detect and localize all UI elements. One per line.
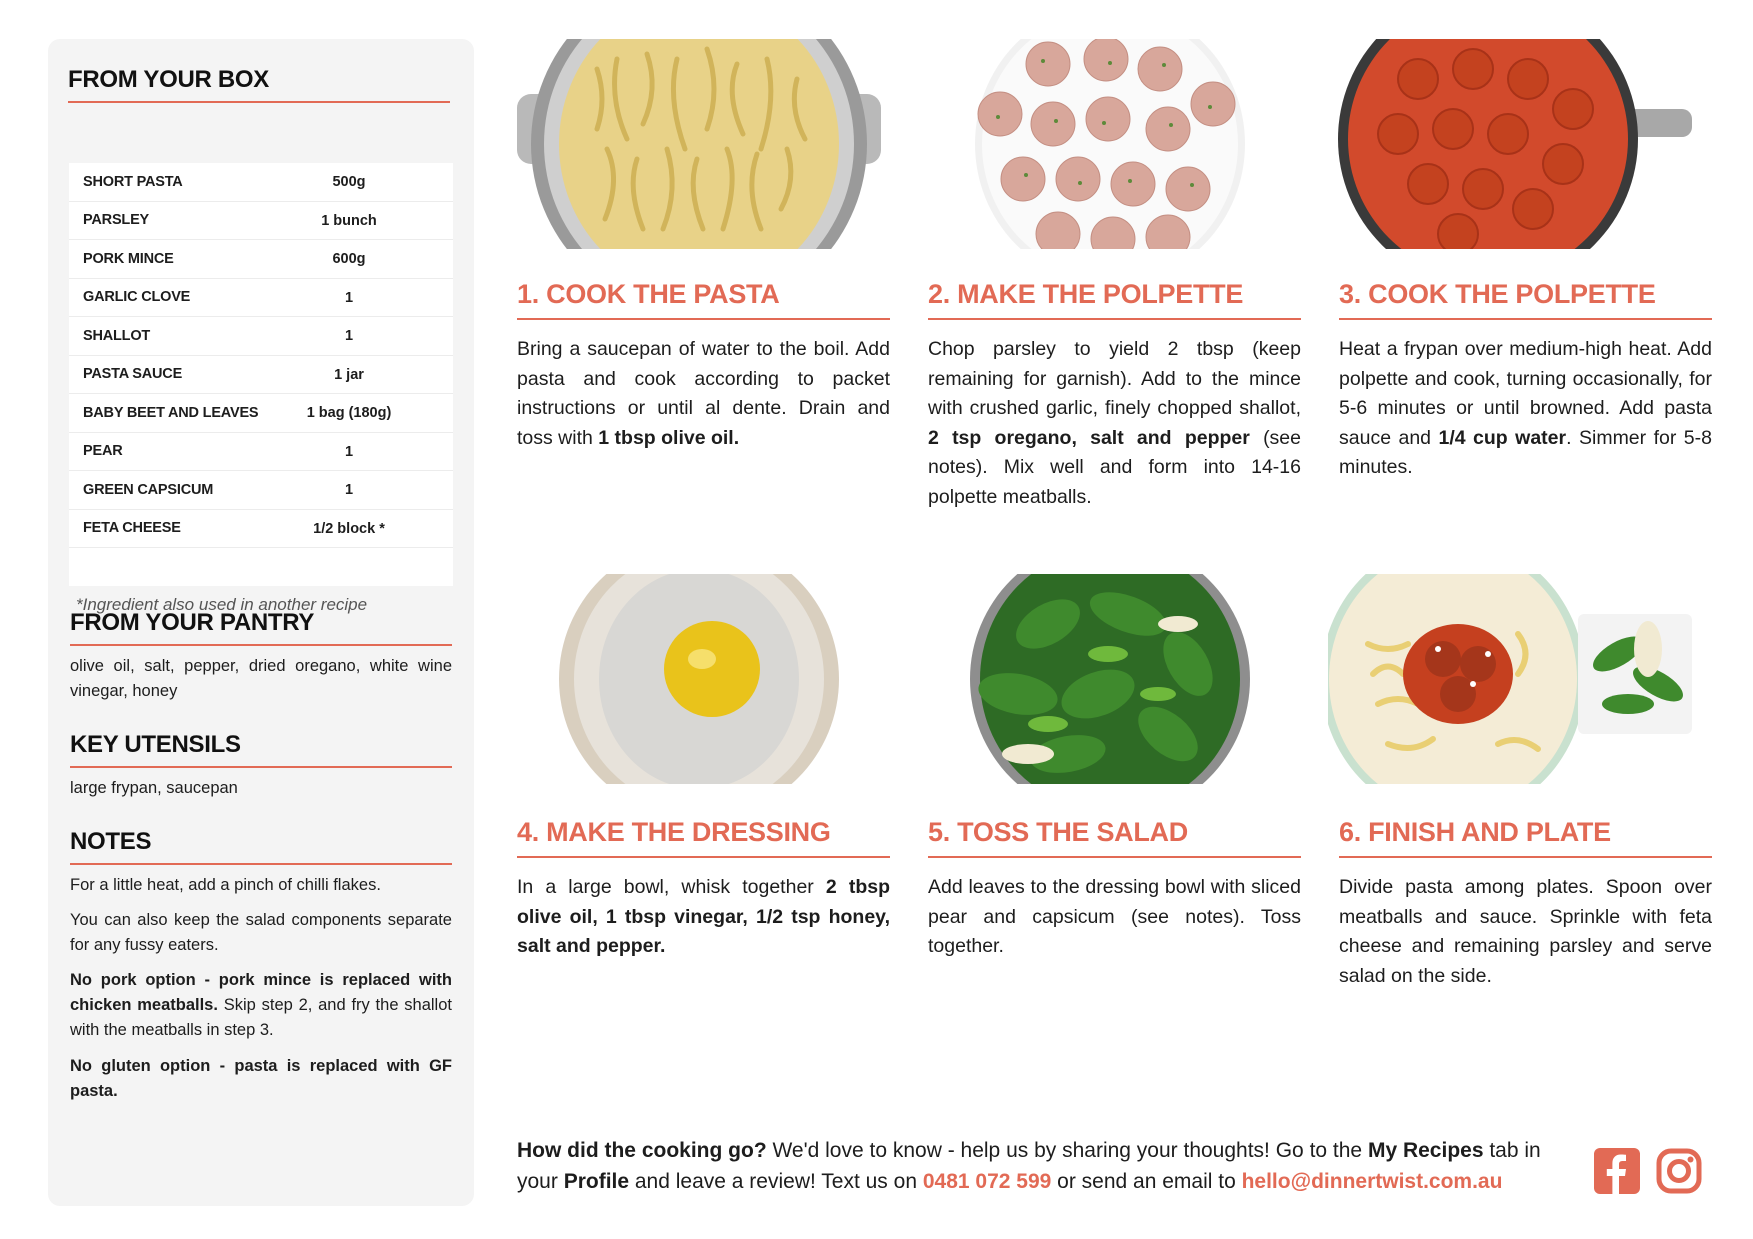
feedback-text: or send an email to: [1051, 1170, 1242, 1193]
ingredients-table: [69, 163, 453, 586]
note-no-gluten-bold: No gluten option - pasta is replaced with GF pasta.: [70, 1057, 452, 1100]
step-1-text: Bring a saucepan of water to the boil. Add pasta and cook according to packet instructions or until al dente. Drain and toss with: [517, 338, 890, 449]
ingredient-name: PORK MINCE: [83, 250, 174, 267]
step-2-bold: 2 tsp oregano, salt and pepper: [928, 426, 1250, 449]
ingredient-qty: 1: [344, 289, 354, 306]
instagram-icon[interactable]: [1656, 1148, 1702, 1194]
step-1-body: [517, 335, 890, 453]
note-salad: You can also keep the salad components separate for any fussy eaters.: [70, 911, 452, 954]
step-2-text: Chop parsley to yield 2 tbsp (keep remaining for garnish). Add to the mince with crushed garlic, finely chopped shallot,: [928, 338, 1301, 419]
step-3-title: 3. COOK THE POLPETTE: [1339, 279, 1656, 309]
from-your-pantry-heading: FROM YOUR PANTRY: [70, 609, 315, 636]
heading-rule: [68, 101, 450, 103]
note-chilli: For a little heat, add a pinch of chilli flakes.: [70, 876, 381, 894]
step-6-title: 6. FINISH AND PLATE: [1339, 817, 1611, 847]
ingredient-qty: 1/2 block *: [313, 520, 385, 537]
feedback-footer: [517, 1135, 1557, 1197]
email-link[interactable]: hello@dinnertwist.com.au: [1241, 1170, 1503, 1193]
ingredient-name: GARLIC CLOVE: [83, 289, 191, 306]
phone-link[interactable]: 0481 072 599: [922, 1170, 1052, 1193]
facebook-icon[interactable]: [1594, 1148, 1640, 1194]
heading-rule: [70, 766, 452, 768]
feedback-question: How did the cooking go?: [517, 1139, 767, 1162]
ingredients-sidebar: [48, 39, 474, 1206]
step-1-rule: [517, 318, 890, 320]
feedback-text: We'd love to know - help us by sharing your thoughts! Go to the: [766, 1139, 1368, 1162]
step-5-text: Add leaves to the dressing bowl with sliced pear and capsicum (see notes). Toss together.: [928, 876, 1301, 957]
step-3-text: Heat a frypan over medium-high heat. Add polpette and cook, turning occasionally, for 5-6 minutes or until browned. Add pasta sauce and: [1339, 338, 1712, 449]
my-recipes-link[interactable]: My Recipes: [1367, 1139, 1484, 1162]
ingredient-row: [69, 394, 453, 433]
ingredient-name: SHORT PASTA: [83, 173, 183, 190]
step-3-photo: [1328, 39, 1692, 249]
ingredient-qty: 1 bunch: [321, 212, 377, 229]
step-4-rule: [517, 856, 890, 858]
note-no-pork-rest: Skip step 2, and fry the shallot with the meatballs in step 3.: [70, 996, 452, 1039]
ingredient-qty: 500g: [332, 174, 366, 190]
ingredient-qty: 1 jar: [334, 366, 364, 383]
step-1-photo: [517, 39, 881, 249]
step-3-text-2: . Simmer for 5-8 minutes.: [1339, 426, 1712, 478]
ingredient-qty: 1 bag (180g): [306, 405, 392, 421]
ingredient-name: FETA CHEESE: [83, 520, 181, 537]
step-4-title: 4. MAKE THE DRESSING: [517, 817, 831, 847]
ingredient-row: [69, 510, 453, 549]
step-2-title: 2. MAKE THE POLPETTE: [928, 279, 1244, 309]
ingredient-name: SHALLOT: [83, 327, 151, 344]
utensils-list: large frypan, saucepan: [70, 779, 238, 797]
ingredient-row: [69, 433, 453, 472]
step-4-body: [517, 873, 890, 962]
ingredient-row: [69, 163, 453, 202]
step-6-text: Divide pasta among plates. Spoon over meatballs and sauce. Sprinkle with feta cheese and remaining parsley and serve salad on the side.: [1339, 876, 1712, 987]
ingredient-name: BABY BEET AND LEAVES: [83, 404, 259, 421]
step-6-rule: [1339, 856, 1712, 858]
ingredient-row: [69, 279, 453, 318]
ingredient-row: [69, 356, 453, 395]
step-5-photo: [928, 574, 1292, 784]
step-5-title: 5. TOSS THE SALAD: [928, 817, 1188, 847]
step-1-bold: 1 tbsp olive oil.: [598, 426, 740, 449]
step-3-body: [1339, 335, 1712, 483]
ingredient-row: [69, 202, 453, 241]
step-5-rule: [928, 856, 1301, 858]
ingredient-name: PASTA SAUCE: [83, 366, 183, 383]
ingredient-qty: 1: [344, 443, 354, 460]
note-no-pork: [70, 968, 452, 1043]
ingredient-footnote: *Ingredient also used in another recipe: [76, 595, 368, 614]
step-4-photo: [517, 574, 881, 784]
step-6-body: [1339, 873, 1712, 991]
ingredient-name: PARSLEY: [83, 212, 150, 229]
step-1-title: 1. COOK THE PASTA: [517, 279, 780, 309]
step-4-bold: 2 tbsp olive oil, 1 tbsp vinegar, 1/2 tsp honey, salt and pepper.: [517, 876, 890, 957]
step-6-photo: [1328, 574, 1692, 784]
ingredient-row: [69, 240, 453, 279]
profile-link[interactable]: Profile: [563, 1170, 630, 1193]
ingredient-qty: 1: [344, 328, 354, 344]
step-2-photo: [928, 39, 1292, 249]
ingredient-qty: 1: [344, 482, 354, 498]
step-2-body: [928, 335, 1301, 512]
pantry-items: olive oil, salt, pepper, dried oregano, white wine vinegar, honey: [70, 657, 452, 700]
notes-heading: NOTES: [70, 828, 152, 855]
ingredient-row: [69, 317, 453, 356]
heading-rule: [70, 863, 452, 865]
ingredient-row: [69, 471, 453, 510]
heading-rule: [70, 644, 452, 646]
note-no-gluten: [70, 1054, 452, 1104]
ingredient-name: GREEN CAPSICUM: [83, 481, 214, 498]
step-2-rule: [928, 318, 1301, 320]
key-utensils-heading: KEY UTENSILS: [70, 731, 241, 758]
step-5-body: [928, 873, 1301, 962]
step-2-text-2: (see notes). Mix well and form into 14-16 polpette meatballs.: [928, 426, 1301, 508]
step-3-bold: 1/4 cup water: [1438, 426, 1567, 449]
step-3-rule: [1339, 318, 1712, 320]
step-4-text: In a large bowl, whisk together: [517, 876, 826, 898]
note-no-pork-bold: No pork option - pork mince is replaced with chicken meatballs.: [70, 971, 452, 1014]
from-your-box-heading: FROM YOUR BOX: [68, 66, 270, 93]
ingredient-qty: 600g: [332, 251, 366, 267]
feedback-text: tab in your: [517, 1139, 1541, 1193]
ingredient-name: PEAR: [83, 443, 123, 460]
feedback-text: and leave a review! Text us on: [629, 1170, 923, 1193]
